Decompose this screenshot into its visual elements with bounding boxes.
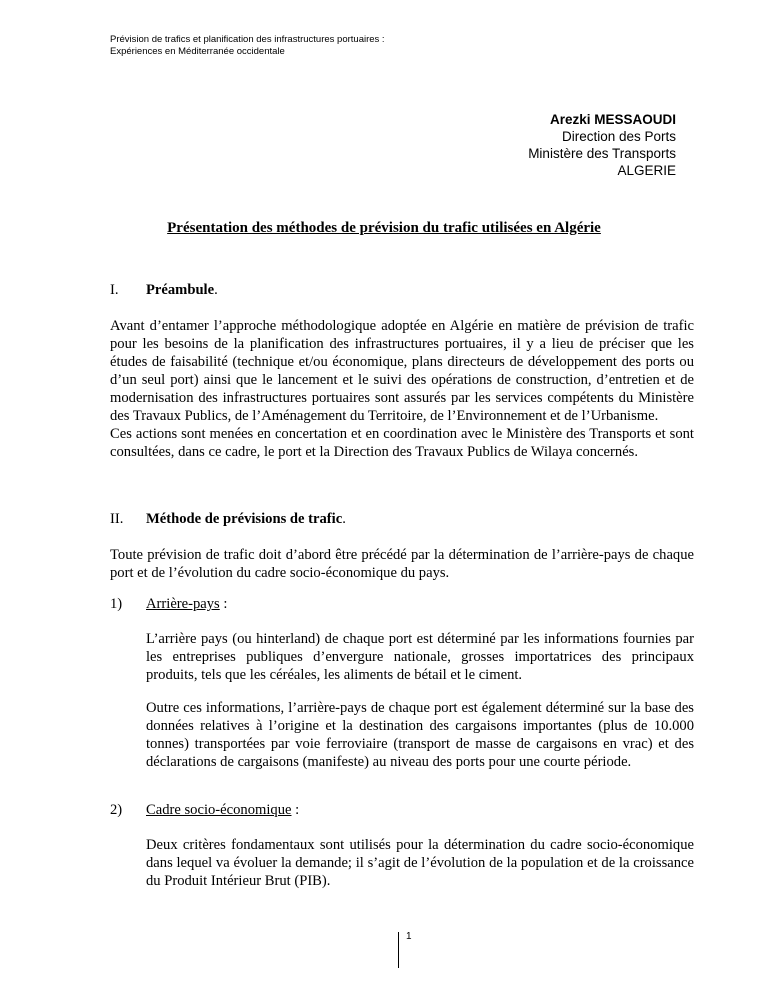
section-title-suffix: . — [214, 282, 218, 298]
subsection-heading-arriere-pays — [110, 596, 227, 613]
paragraph-methode-1: Toute prévision de trafic doit d’abord être précédé par la détermination de l’arrière-pays de chaque port et de l’évolution du cadre socio-économique du pays. — [110, 547, 694, 581]
page-number: 1 — [406, 931, 412, 942]
subsection-title: Cadre socio-économique — [146, 802, 292, 818]
author-name: Arezki MESSAOUDI — [549, 112, 676, 127]
section-title: Préambule — [146, 282, 215, 298]
author-block — [528, 111, 676, 179]
section-title-suffix: . — [342, 511, 346, 527]
subsection-title: Arrière-pays — [146, 596, 220, 612]
paragraph-cadre-1: Deux critères fondamentaux sont utilisés pour la détermination du cadre socio-économique dans lequel va évoluer la demande; il s’agit de l’évolution de la population et de la croissance du Produit Intérieur Brut (PIB). — [146, 837, 694, 889]
section-title: Méthode de prévisions de trafic — [146, 511, 343, 527]
paragraph-preambule-2: Ces actions sont menées en concertation et en coordination avec le Ministère des Transports et sont consultées, dans ce cadre, le port et la Direction des Travaux Publics de Wilaya concernés. — [110, 426, 694, 460]
author-ministry: Ministère des Transports — [528, 146, 676, 161]
section-heading-preambule — [110, 282, 218, 299]
author-department: Direction des Ports — [561, 129, 676, 144]
footer-rule — [398, 932, 399, 968]
author-country: ALGERIE — [617, 163, 676, 178]
subsection-title-suffix: : — [291, 802, 300, 818]
paragraph-preambule-1: Avant d’entamer l’approche méthodologique adoptée en Algérie en matière de prévision de trafic pour les besoins de la planification des infrastructures portuaires, il y a lieu de préciser que les études de faisabilité (technique et/ou économique, plans directeurs de développement des ports ou d’un seul port) ainsi que le lancement et le suivi des opérations de construction, d’entretien et de modernisation des infrastructures portuaires sont assurés par les services compétents du Ministère des Travaux Publics, de l’Aménagement du Territoire, de l’Environnement et de l’Urbanisme. — [110, 318, 694, 424]
section-number: II. — [110, 511, 124, 527]
running-header-line-1: Prévision de trafics et planification des infrastructures portuaires : — [110, 34, 385, 45]
section-heading-methode — [110, 511, 346, 528]
subsection-number: 2) — [110, 802, 123, 818]
paragraph-arriere-pays-2: Outre ces informations, l’arrière-pays de chaque port est également déterminé sur la base des données relatives à l’origine et la destination des cargaisons importantes (plus de 10.000 tonnes) transportées par voie ferroviaire (transport de masse de cargaisons en vrac) et des déclarations de cargaisons (manifeste) au niveau des ports pour une courte période. — [146, 700, 694, 770]
document-title: Présentation des méthodes de prévision du trafic utilisées en Algérie — [167, 220, 601, 236]
subsection-title-suffix: : — [219, 596, 228, 612]
running-header — [110, 34, 385, 58]
section-number: I. — [110, 282, 119, 298]
paragraph-arriere-pays-1: L’arrière pays (ou hinterland) de chaque port est déterminé par les informations fournies par les entreprises publiques d’envergure nationale, grosses importatrices des principaux produits, tels que les céréales, les aliments de bétail et le ciment. — [146, 631, 694, 683]
subsection-heading-cadre — [110, 802, 299, 819]
running-header-line-2: Expériences en Méditerranée occidentale — [110, 46, 285, 57]
subsection-number: 1) — [110, 596, 123, 612]
